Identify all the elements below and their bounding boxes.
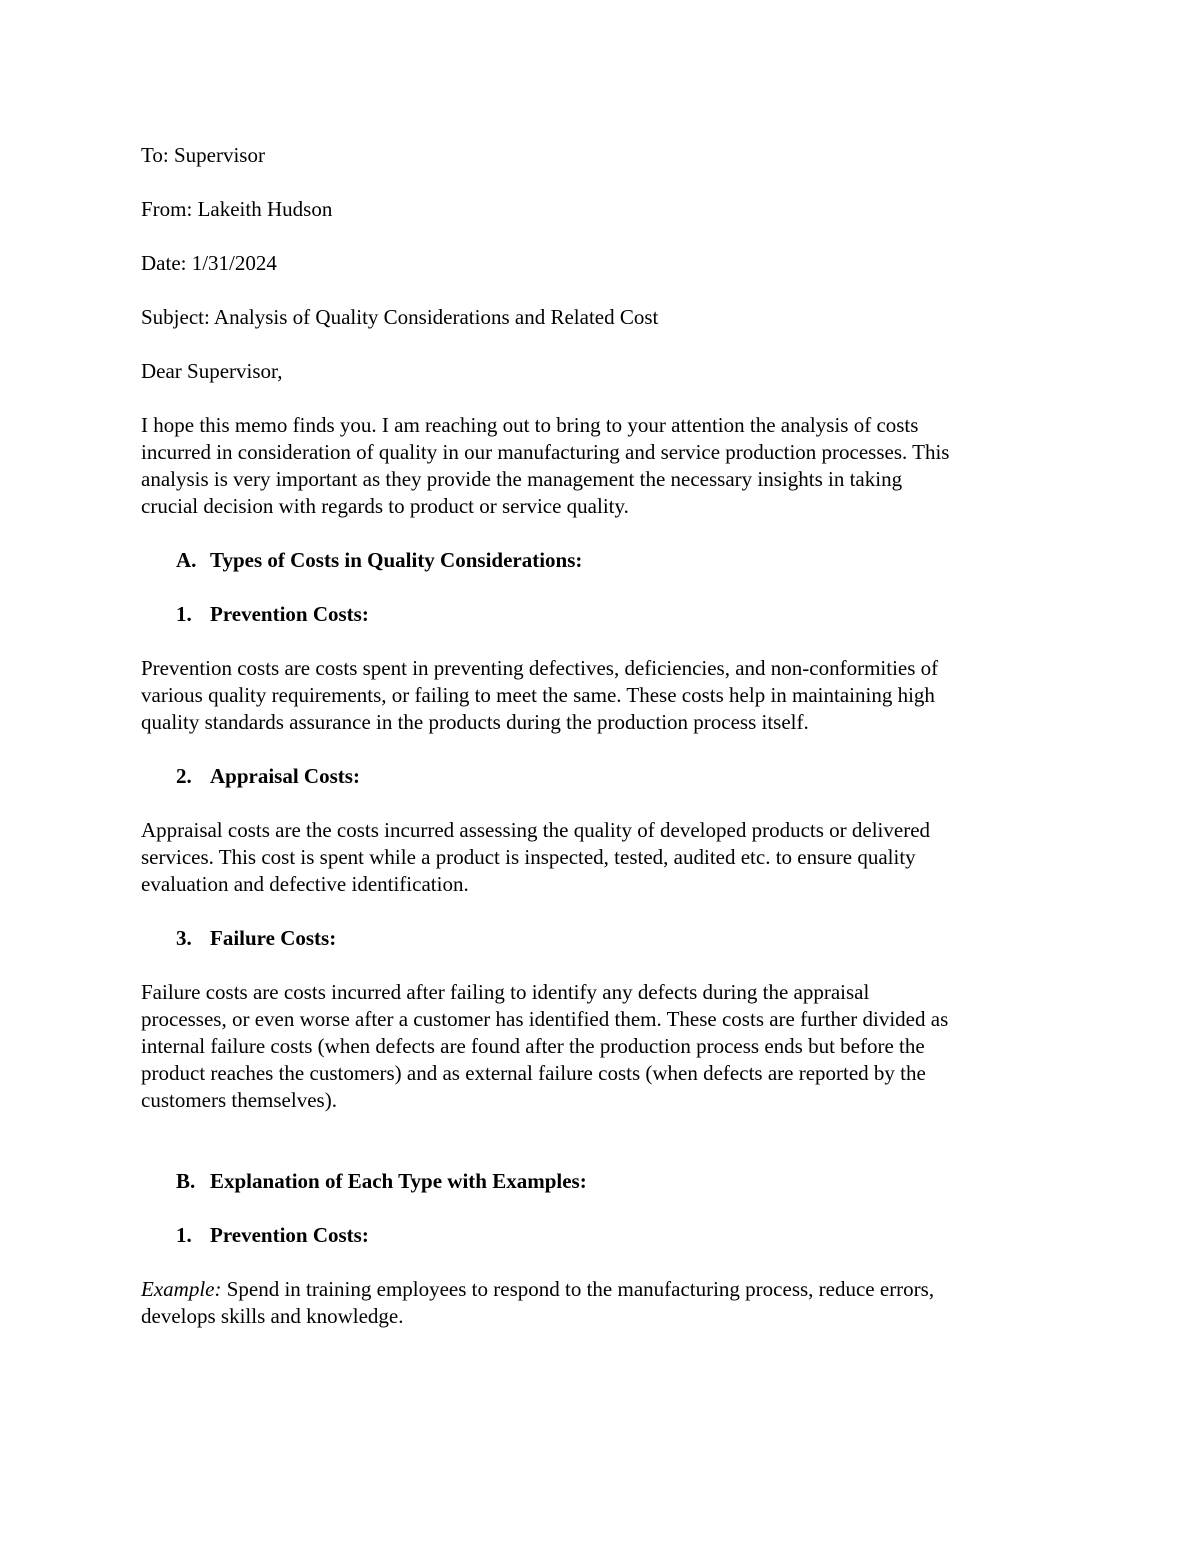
section-title: Types of Costs in Quality Considerations: — [210, 548, 583, 572]
paragraph-line: I hope this memo finds you. I am reaching out to bring to your attention the analysis of costs — [141, 413, 919, 437]
paragraph-line: processes, or even worse after a customer has identified them. These costs are further divided as — [141, 1007, 949, 1031]
paragraph-line: Failure costs are costs incurred after failing to identify any defects during the appraisal — [141, 980, 870, 1004]
paragraph-line: various quality requirements, or failing to meet the same. These costs help in maintaining high — [141, 683, 935, 707]
section-marker: A. — [176, 548, 197, 572]
list-marker: 1. — [176, 602, 192, 626]
prevention-costs-example-paragraph — [141, 1276, 1061, 1330]
appraisal-costs-paragraph — [141, 817, 1061, 898]
subheading-title: Prevention Costs: — [210, 1223, 369, 1247]
section-title: Explanation of Each Type with Examples: — [210, 1169, 587, 1193]
paragraph-line: develops skills and knowledge. — [141, 1304, 404, 1328]
subheading-prevention-costs — [141, 601, 1061, 628]
paragraph-line — [141, 1276, 1061, 1303]
paragraph-line: evaluation and defective identification. — [141, 872, 469, 896]
subheading-appraisal-costs — [141, 763, 1061, 790]
list-marker: 2. — [176, 764, 192, 788]
memo-subject: Subject: Analysis of Quality Considerations and Related Cost — [141, 305, 659, 329]
subheading-title: Appraisal Costs: — [210, 764, 360, 788]
paragraph-line: product reaches the customers) and as external failure costs (when defects are reported by the — [141, 1061, 926, 1085]
paragraph-line: quality standards assurance in the products during the production process itself. — [141, 710, 809, 734]
memo-to: To: Supervisor — [141, 143, 265, 167]
paragraph-line: analysis is very important as they provide the management the necessary insights in taking — [141, 467, 903, 491]
subheading-title: Prevention Costs: — [210, 602, 369, 626]
list-marker: 1. — [176, 1223, 192, 1247]
memo-date: Date: 1/31/2024 — [141, 251, 277, 275]
paragraph-line: incurred in consideration of quality in our manufacturing and service production processes. This — [141, 440, 950, 464]
example-text: Spend in training employees to respond to the manufacturing process, reduce errors, — [221, 1277, 935, 1301]
prevention-costs-paragraph — [141, 655, 1061, 736]
section-a-heading — [141, 547, 1061, 574]
intro-paragraph — [141, 412, 1061, 520]
section-marker: B. — [176, 1169, 196, 1193]
paragraph-line: crucial decision with regards to product or service quality. — [141, 494, 629, 518]
example-label: Example: — [141, 1277, 222, 1301]
subheading-prevention-costs-example — [141, 1222, 1061, 1249]
failure-costs-paragraph — [141, 979, 1061, 1114]
list-marker: 3. — [176, 926, 192, 950]
memo-from: From: Lakeith Hudson — [141, 197, 333, 221]
paragraph-line: customers themselves). — [141, 1088, 337, 1112]
memo-greeting: Dear Supervisor, — [141, 359, 283, 383]
paragraph-line: Prevention costs are costs spent in preventing defectives, deficiencies, and non-conformities of — [141, 656, 939, 680]
subheading-title: Failure Costs: — [210, 926, 337, 950]
paragraph-line: internal failure costs (when defects are found after the production process ends but before the — [141, 1034, 925, 1058]
memo-body — [141, 142, 1061, 1357]
section-b-heading — [141, 1168, 1061, 1195]
paragraph-line: services. This cost is spent while a product is inspected, tested, audited etc. to ensure quality — [141, 845, 916, 869]
paragraph-line: Appraisal costs are the costs incurred assessing the quality of developed products or delivered — [141, 818, 931, 842]
subheading-failure-costs — [141, 925, 1061, 952]
